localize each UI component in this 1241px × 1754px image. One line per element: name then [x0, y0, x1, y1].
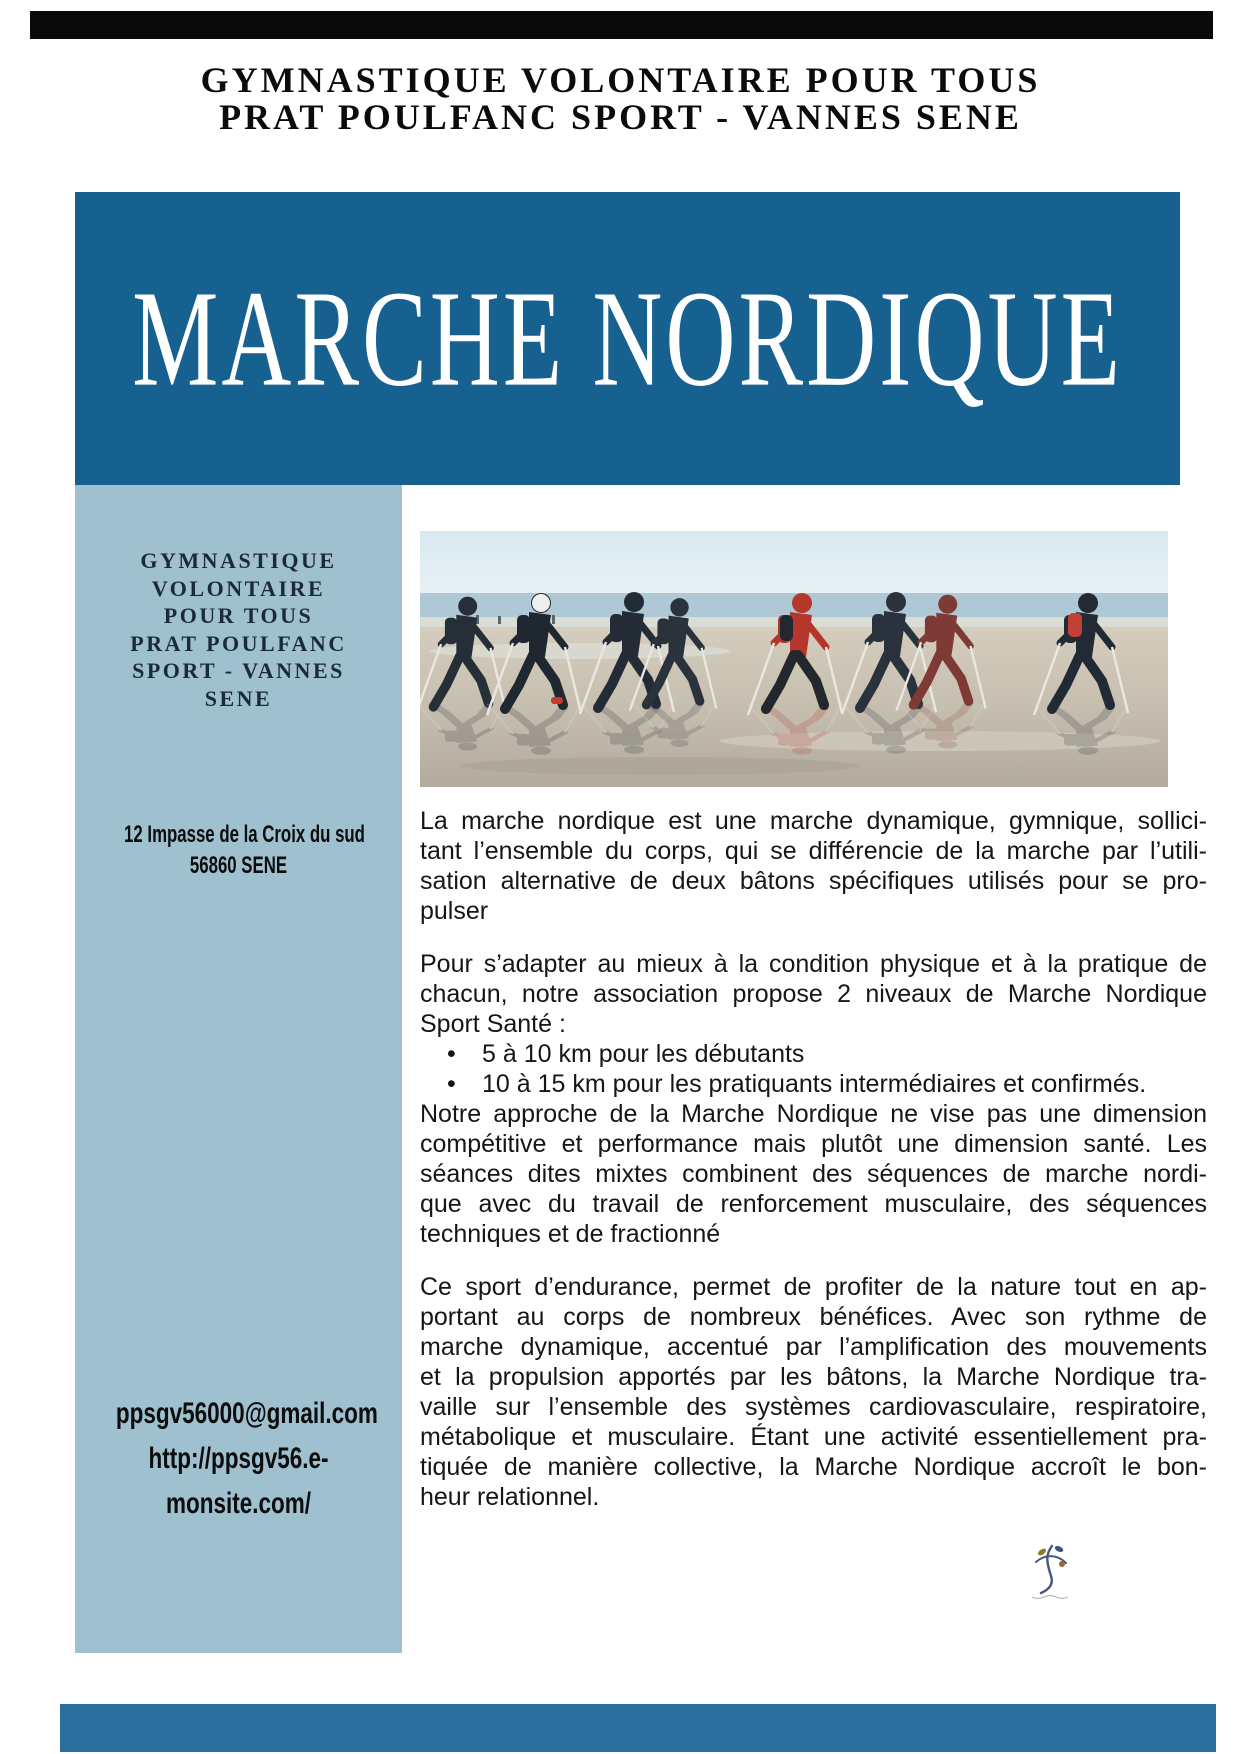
bullet-item-intermediate: • 10 à 15 km pour les pratiquants intermédiaires et confirmés. — [420, 1069, 1207, 1099]
text-line: Ce sport d’endurance, permet de profiter de la nature tout en ap- — [420, 1273, 1207, 1301]
header-line-1: GYMNASTIQUE VOLONTAIRE POUR TOUS — [200, 60, 1041, 100]
text-line: Pour s’adapter au mieux à la condition physique et à la pratique de — [420, 950, 1207, 978]
text-line: GYMNASTIQUE — [140, 548, 337, 573]
bullet-item-beginners: • 5 à 10 km pour les débutants — [420, 1039, 1207, 1069]
paragraph-2 — [420, 949, 1207, 1039]
email-address[interactable]: ppsgv56000@gmail.com — [115, 1397, 378, 1430]
gymnast-figure-logo — [1018, 1540, 1082, 1602]
level-bullet-list — [420, 1039, 1207, 1099]
page-header — [0, 62, 1241, 136]
text-line: marche dynamique, accentué par l’amplification des mouvements — [420, 1333, 1207, 1361]
text-line: 12 Impasse de la Croix du sud — [124, 821, 365, 848]
sidebar — [75, 485, 402, 1653]
text-line: chacun, notre association propose 2 niveaux de Marche Nordique — [420, 980, 1207, 1008]
text-line: pulser — [420, 897, 489, 925]
text-line: VOLONTAIRE — [151, 575, 326, 601]
text-line: sation alternative de deux bâtons spécifiques utilisés pour se pro- — [420, 867, 1207, 895]
paragraph-2-continued — [420, 1099, 1207, 1249]
text-line: compétitive et performance mais plutôt une dimension santé. Les — [420, 1130, 1207, 1158]
text-line: SPORT - VANNES — [132, 658, 345, 683]
text-line: La marche nordique est une marche dynamique, gymnique, sollici- — [420, 807, 1207, 835]
sidebar-contact — [115, 1391, 378, 1526]
paragraph-3 — [420, 1272, 1207, 1512]
text-line: tant l’ensemble du corps, qui se différencie de la marche par l’utili- — [420, 837, 1207, 865]
top-rule-bar — [30, 11, 1213, 39]
text-line: 56860 SENE — [189, 852, 288, 879]
text-line: séances dites mixtes combinent des séquences de marche nordi- — [420, 1160, 1207, 1188]
article-body — [420, 806, 1207, 1512]
text-line: que avec du travail de renforcement musculaire, des séquences — [420, 1190, 1207, 1218]
text-line: portant au corps de nombreux bénéfices. Avec son rythme de — [420, 1303, 1207, 1331]
text-line: et la propulsion apportés par les bâtons, la Marche Nordique tra- — [420, 1363, 1207, 1391]
title-banner — [75, 192, 1180, 485]
text-line: SENE — [204, 685, 273, 711]
text-line: PRAT POULFANC — [130, 630, 347, 656]
page-title: MARCHE NORDIQUE — [132, 262, 1123, 415]
text-line: vaille sur l’ensemble des systèmes cardiovasculaire, respiratoire, — [420, 1393, 1207, 1421]
paragraph-1 — [420, 806, 1207, 926]
sidebar-address — [124, 819, 365, 881]
bottom-rule-bar — [60, 1704, 1216, 1752]
text-line: heur relationnel. — [420, 1483, 600, 1511]
website-url-line-2[interactable]: monsite.com/ — [165, 1487, 312, 1520]
text-line: Notre approche de la Marche Nordique ne vise pas une dimension — [420, 1100, 1207, 1128]
website-url-line-1[interactable]: http://ppsgv56.e- — [148, 1442, 329, 1475]
text-line: techniques et de fractionné — [420, 1220, 721, 1248]
text-line: métabolique et musculaire. Étant une activité essentiellement pra- — [420, 1423, 1207, 1451]
text-line: Sport Santé : — [420, 1010, 566, 1038]
text-line: POUR TOUS — [163, 603, 314, 628]
beach-scene-illustration — [420, 531, 1168, 787]
text-line: tiquée de manière collective, la Marche Nordique accroît le bon- — [420, 1453, 1207, 1481]
nordic-walking-beach-photo — [420, 531, 1168, 787]
sidebar-org-name — [75, 547, 402, 712]
header-line-2: PRAT POULFANC SPORT - VANNES SENE — [219, 97, 1022, 137]
